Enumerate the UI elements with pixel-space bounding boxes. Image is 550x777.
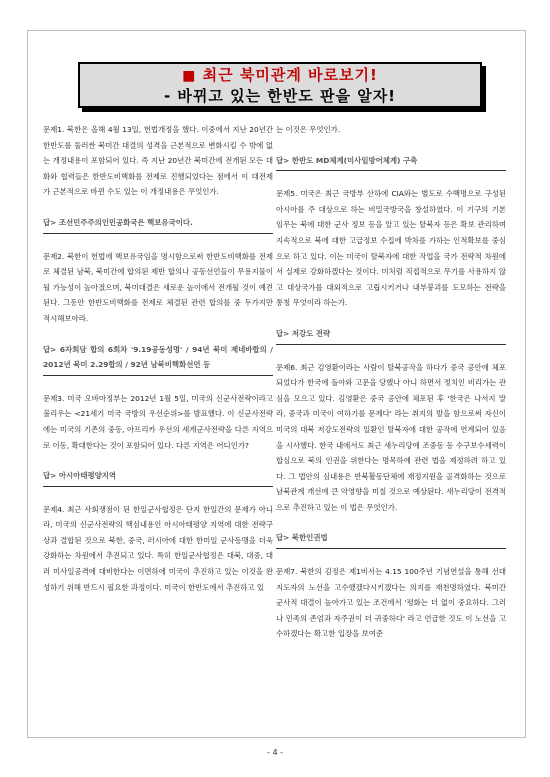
title-subtitle: - 바뀌고 있는 한반도 판을 알자! [163,87,397,105]
answer-6: 답> 북한인권법 [276,530,506,549]
question-6: 문제6. 최근 김영환이라는 사람이 탈북공작을 하다가 중국 공안에 체포되었다가 한국에 돌아와 고문을 당했나 아니 하면서 정치인 비리가는 관심을 모으고 있다. 김영환은 중국 공안에 체포된 후 '한국은 나서지 말라, 중국과 미국이 여하기를 문제다' 라는 취지의 발을 함으로써 자신이 미국의 대북 저강도전략의 일환인 탈북자에 대한 공작에 연계되어 있음을 시사했다. 한국 내에서도 최근 새누리당에 조중동 등 수구보수세력이 합심으로 북의 인권을 위한다는 명목하에 관련 법을 제정하려 하고 있다. 그 법안의 심내용은 반북활동단체에 재정지원을 골격화하는 것으로 남북관계 개선에 큰 악영향을 미칠 것으로 예상된다. 새누리당이 전격적으로 추진하고 있는 이 법은 무엇인가. [276,362,506,512]
title-box [78,62,482,108]
question-5: 문제5. 미국은 최근 국방부 산하에 CIA와는 별도로 수백명으로 구성된 아시아를 주 대상으로 하는 비밀국방국을 창설하였다. 이 기구의 기본 임무는 북에 대한 군사 정보 등을 알고 있는 탈북자 등은 확보 관리하며 지속적으로 북에 대한 고급정보 수집에 박차를 가하는 인적확보를 중심으로 하고 있다. 이는 미국이 탈북자에 대한 작업을 국가 전략적 차원에서 실제로 강화하겠다는 것이다. 미처럼 직접적으로 무기를 사용하지 않고 대상국가를 대외적으로 고립시키거나 내부붕괴를 도모하는 전략을 통칭 무엇이라 하는가. [276,189,506,308]
question-1: 문제1. 북한은 올해 4월 13일, 헌법개정을 했다. 이중에서 지난 20년간 한반도를 둘러싼 북미간 대결의 성격을 근본적으로 변화시킬 수 밖에 없는 개정내용이 포함되어 있다. 즉 지난 20년간 북미간에 전개된 모든 대화와 협력들은 한반도비핵화를 전제로 진행되었다는 점에서 이 대전제가 근본적으로 바뀐 수도 있는 이 개정내용은 무엇인가. [43,125,273,197]
question-3: 문제3. 미국 오바마정부는 2012년 1월 5일, 미국의 신군사전략이라고 불리우는 <21세기 미국 국방의 우선순위>를 발표했다. 이 신군사전략에는 미국의 기존의 중동, 아프리카 우선의 세계군사전략을 다른 지역으로 이동, 확대한다는 것이 포함되어 있다. 다른 지역은 어디인가? [43,393,273,450]
question-7: 문제7. 북한의 김정은 제1비서는 4.15 100주년 기념연설을 통해 선대 지도자의 노선을 고수했겠다시키겠다는 의지를 재천명하였다. 북미간 군사적 대결이 높아가고 있는 조건에서 '평화는 더 없이 중요하다. 그러나 민족의 존엄과 자주권이 더 귀중하다' 라고 언급한 것도 이 노선을 고수하겠다는 확고한 입장을 보여준 [276,567,506,639]
answer-5: 답> 저강도 전략 [276,326,506,345]
left-column [43,122,273,610]
question-4-continued: 는 이것은 무엇인가. [276,125,341,134]
right-column [276,122,506,657]
title-main: 최근 북미관계 바로보기! [202,66,378,84]
answer-2: 답> 6자회담 합의 6회차 '9.19공동성명' / 94년 북미 제네바합의 / 2012년 북미 2.29합의 / 92년 남북비핵화선언 등 [43,342,273,376]
title-line-1 [80,65,480,86]
question-4: 문제4. 최근 사회쟁점이 된 한일군사협정은 단지 한일간의 문제가 아니라, 미국의 신군사전략의 핵심내용인 아시아태평양 지역에 대한 전략구상과 결합된 것으로 북한, 중국, 러시아에 대한 한미일 군사동맹을 더욱 강화하는 차원에서 추진되고 있다. 특히 한일군사협정은 대북, 대중, 대러 미사일공격에 대비한다는 이면하에 미국이 추진하고 있는 이것을 완성하기 위해 반드시 필요한 과정이다. 미국이 한반도에서 추진하고 있 [43,504,273,592]
square-bullet-icon: ■ [182,68,197,84]
answer-3: 답> 아시아태평양지역 [43,468,273,487]
answer-1: 답> 조선민주주의인민공화국은 핵보유국이다. [43,215,273,234]
question-2: 문제2. 북한이 헌법에 핵보유국임을 명시함으로써 한반도비핵화를 전제로 체결된 남북, 북미간에 합의된 제반 합의나 공동선언들이 무용지물이 될 가능성이 높아졌으며, 북미대결은 새로운 높이에서 전개될 것이 예견된다. 그동안 한반도비핵화를 전제로 체결된 관련 합의를 중 두가지만 적시해보아라. [43,251,273,323]
answer-4: 답> 한반도 MD체계(미사일방어체계) 구축 [276,153,506,172]
page-number: - 4 - [267,748,283,757]
